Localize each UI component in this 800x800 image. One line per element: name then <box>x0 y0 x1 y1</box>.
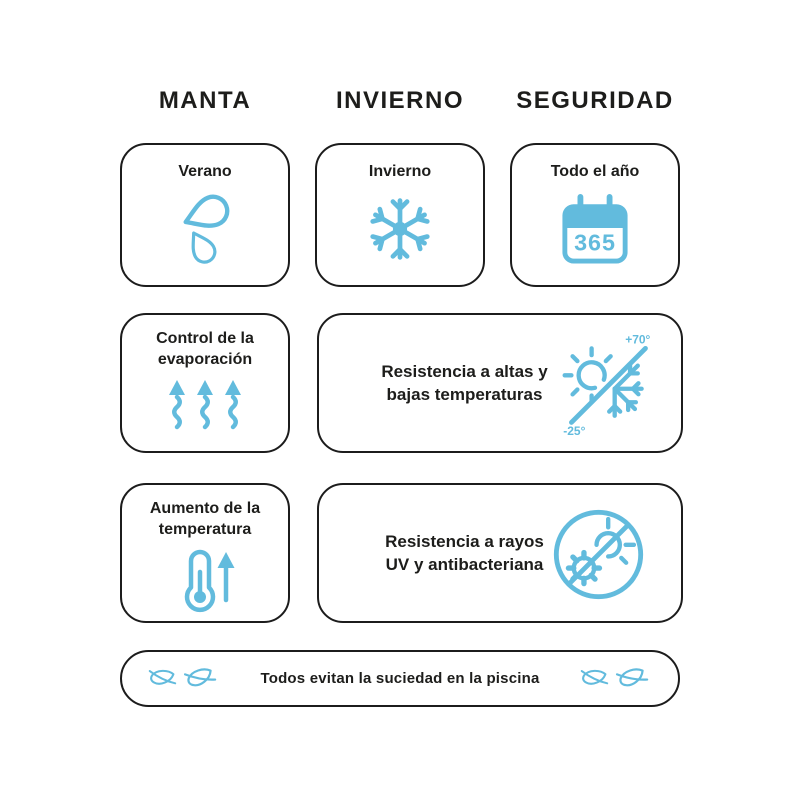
text-line-2: UV y antibacteriana <box>385 555 544 574</box>
title-line-2: temperatura <box>158 521 252 538</box>
calendar-number: 365 <box>574 229 616 256</box>
card-resistencia-uv <box>317 483 683 623</box>
leaf-icon <box>578 665 610 691</box>
column-header-manta: MANTA <box>158 87 252 114</box>
card-todo-el-ano-title: Todo el año <box>550 163 640 180</box>
temp-high-label: +70° <box>625 332 651 347</box>
water-drops-icon <box>177 191 233 269</box>
card-verano-title: Verano <box>178 163 232 180</box>
card-control-evaporacion <box>120 313 290 453</box>
text-line-1: Resistencia a altas y <box>381 362 548 381</box>
text-line-2: bajas temperaturas <box>386 385 543 404</box>
card-resistencia-temperaturas-text <box>347 315 582 451</box>
footer-text: Todos evitan la suciedad en la piscina <box>260 670 540 687</box>
footer-bar <box>120 650 680 707</box>
title-line-1: Aumento de la <box>149 500 261 517</box>
column-header-invierno: INVIERNO <box>335 87 464 114</box>
card-resistencia-uv-text <box>347 485 582 621</box>
sun-snowflake-diagonal-icon <box>557 329 657 437</box>
title-line-2: evaporación <box>157 351 253 368</box>
temp-low-label: -25° <box>563 423 586 437</box>
no-sun-bacteria-icon <box>550 506 647 603</box>
title-line-1: Control de la <box>156 330 254 347</box>
card-control-evaporacion-title <box>122 328 288 370</box>
snowflake-icon <box>366 195 434 263</box>
card-aumento-temperatura-title <box>122 498 288 540</box>
column-header-seguridad: SEGURIDAD <box>516 87 674 114</box>
card-verano <box>120 143 290 287</box>
thermometer-up-arrow-icon <box>169 547 241 617</box>
card-todo-el-ano <box>510 143 680 287</box>
calendar-365-icon <box>560 192 630 266</box>
evaporation-arrows-icon <box>168 379 242 437</box>
card-invierno-title: Invierno <box>368 163 432 180</box>
text-line-1: Resistencia a rayos <box>385 532 544 551</box>
card-invierno <box>315 143 485 287</box>
card-aumento-temperatura <box>120 483 290 623</box>
card-resistencia-temperaturas <box>317 313 683 453</box>
